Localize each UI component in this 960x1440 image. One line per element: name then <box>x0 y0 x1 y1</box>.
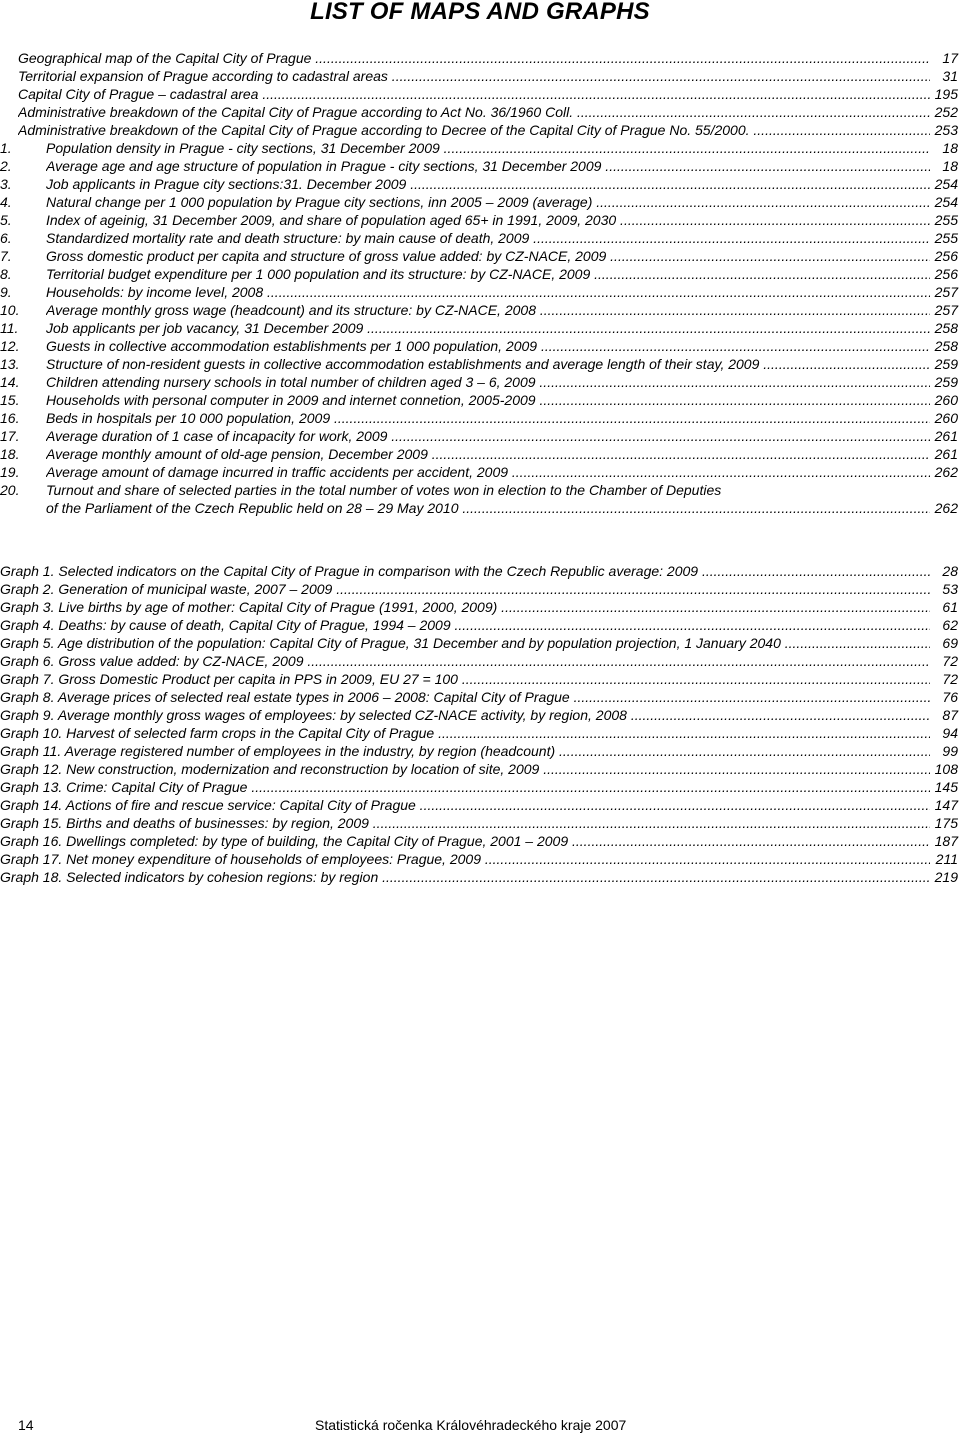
toc-map-item[interactable] <box>0 410 960 427</box>
entry-page-number: 256 <box>930 266 958 283</box>
entry-number: 19. <box>0 464 20 480</box>
entry-number: 13. <box>0 356 20 372</box>
entry-title: Graph 10. Harvest of selected farm crops in the Capital City of Prague ..... <box>0 725 930 742</box>
toc-general-map-item[interactable] <box>0 68 960 85</box>
entry-page-number: 18 <box>930 158 958 175</box>
entry-page-number: 253 <box>930 122 958 139</box>
entry-number: 17. <box>0 428 20 444</box>
entry-page-number: 259 <box>930 356 958 373</box>
entry-page-number: 259 <box>930 374 958 391</box>
toc-general-map-item[interactable] <box>0 104 960 121</box>
toc-general-map-item[interactable] <box>0 122 960 139</box>
entry-page-number: 262 <box>930 500 958 517</box>
toc-graph-item[interactable] <box>0 869 960 886</box>
entry-title: Standardized mortality rate and death structure: by main cause of death, 2009 ..... <box>46 230 930 247</box>
toc-general-map-item[interactable] <box>0 50 960 67</box>
entry-title: Graph 3. Live births by age of mother: Capital City of Prague (1991, 2000, 2009) ..... <box>0 599 930 616</box>
toc-map-item[interactable] <box>0 374 960 391</box>
toc-map-item[interactable] <box>0 392 960 409</box>
entry-title: Graph 14. Actions of fire and rescue service: Capital City of Prague ..... <box>0 797 930 814</box>
entry-number: 14. <box>0 374 20 390</box>
entry-page-number: 53 <box>930 581 958 598</box>
entry-page-number: 254 <box>930 194 958 211</box>
entry-page-number: 31 <box>930 68 958 85</box>
entry-page-number: 260 <box>930 410 958 427</box>
entry-title: Job applicants per job vacancy, 31 December 2009 ..... <box>46 320 930 337</box>
entry-title: Capital City of Prague – cadastral area ..... <box>18 86 930 103</box>
entry-page-number: 255 <box>930 230 958 247</box>
entry-title: Average amount of damage incurred in traffic accidents per accident, 2009 ..... <box>46 464 930 481</box>
entry-number: 7. <box>0 248 12 264</box>
entry-title: Guests in collective accommodation establishments per 1 000 population, 2009 ..... <box>46 338 930 355</box>
toc-map-item[interactable] <box>0 356 960 373</box>
entry-title: Graph 6. Gross value added: by CZ-NACE, 2009 ..... <box>0 653 930 670</box>
footer-publication-title: Statistická ročenka Královéhradeckého kraje 2007 <box>315 1417 627 1433</box>
toc-map-item[interactable] <box>0 248 960 265</box>
entry-title: Graph 12. New construction, modernization and reconstruction by location of site, 2009 ..... <box>0 761 930 778</box>
entry-page-number: 99 <box>930 743 958 760</box>
entry-page-number: 175 <box>930 815 958 832</box>
entry-page-number: 61 <box>930 599 958 616</box>
entry-title: Graph 7. Gross Domestic Product per capita in PPS in 2009, EU 27 = 100 ..... <box>0 671 930 688</box>
entry-number: 11. <box>0 320 19 336</box>
entry-page-number: 69 <box>930 635 958 652</box>
entry-number: 4. <box>0 194 12 210</box>
entry-title: Job applicants in Prague city sections:31. December 2009 ..... <box>46 176 930 193</box>
entry-title: Average duration of 1 case of incapacity for work, 2009 ..... <box>46 428 930 445</box>
toc-graph-item[interactable] <box>0 851 960 868</box>
entry-page-number: 195 <box>930 86 958 103</box>
entry-title: Graph 8. Average prices of selected real estate types in 2006 – 2008: Capital City of Prague ..... <box>0 689 930 706</box>
toc-graph-item[interactable] <box>0 671 960 688</box>
toc-map-item[interactable] <box>0 212 960 229</box>
entry-title: Beds in hospitals per 10 000 population, 2009 ..... <box>46 410 930 427</box>
entry-page-number: 17 <box>930 50 958 67</box>
toc-graph-item[interactable] <box>0 743 960 760</box>
entry-page-number: 262 <box>930 464 958 481</box>
entry-page-number: 62 <box>930 617 958 634</box>
entry-page-number: 187 <box>930 833 958 850</box>
entry-number: 12. <box>0 338 20 354</box>
toc-map-item[interactable] <box>0 428 960 445</box>
entry-page-number: 94 <box>930 725 958 742</box>
entry-title: Structure of non-resident guests in collective accommodation establishments and average length of their stay, 2009 ..... <box>46 356 930 373</box>
toc-map-item[interactable] <box>0 482 960 499</box>
entry-page-number: 76 <box>930 689 958 706</box>
entry-number: 6. <box>0 230 12 246</box>
entry-page-number: 261 <box>930 428 958 445</box>
toc-map-item[interactable] <box>0 194 960 211</box>
entry-title-line1: Turnout and share of selected parties in the total number of votes won in election to the Chamber of Deputies <box>46 482 722 498</box>
entry-title: Administrative breakdown of the Capital City of Prague according to Act No. 36/1960 Coll. ..... <box>18 104 930 121</box>
toc-map-item[interactable] <box>0 446 960 463</box>
entry-page-number: 258 <box>930 338 958 355</box>
entry-page-number: 87 <box>930 707 958 724</box>
entry-title: Average age and age structure of population in Prague - city sections, 31 December 2009 ..... <box>46 158 930 175</box>
entry-title: Territorial expansion of Prague according to cadastral areas ..... <box>18 68 930 85</box>
toc-graph-item[interactable] <box>0 563 960 580</box>
entry-page-number: 147 <box>930 797 958 814</box>
entry-title: Average monthly gross wage (headcount) and its structure: by CZ-NACE, 2008 ..... <box>46 302 930 319</box>
toc-map-item[interactable] <box>0 284 960 301</box>
entry-page-number: 256 <box>930 248 958 265</box>
entry-number: 16. <box>0 410 20 426</box>
entry-title: Graph 1. Selected indicators on the Capital City of Prague in comparison with the Czech Republic average: 2009 ..... <box>0 563 930 580</box>
entry-title: Graph 11. Average registered number of employees in the industry, by region (headcount) ..... <box>0 743 930 760</box>
toc-map-item[interactable] <box>0 320 960 337</box>
entry-page-number: 18 <box>930 140 958 157</box>
entry-number: 18. <box>0 446 20 462</box>
entry-page-number: 28 <box>930 563 958 580</box>
toc-graph-item[interactable] <box>0 725 960 742</box>
entry-number: 9. <box>0 284 12 300</box>
toc-graph-item[interactable] <box>0 617 960 634</box>
entry-title: Graph 4. Deaths: by cause of death, Capital City of Prague, 1994 – 2009 ..... <box>0 617 930 634</box>
toc-general-map-item[interactable] <box>0 86 960 103</box>
entry-title: Administrative breakdown of the Capital City of Prague according to Decree of the Capital City of Prague No. 55/2000. ..... <box>18 122 930 139</box>
toc-map-item[interactable] <box>0 158 960 175</box>
entry-number: 10. <box>0 302 20 318</box>
footer-page-number: 14 <box>18 1417 34 1433</box>
entry-page-number: 211 <box>930 851 958 868</box>
entry-page-number: 108 <box>930 761 958 778</box>
entry-title: Households: by income level, 2008 ..... <box>46 284 930 301</box>
entry-page-number: 72 <box>930 653 958 670</box>
toc-graph-item[interactable] <box>0 581 960 598</box>
entry-number: 8. <box>0 266 12 282</box>
entry-title: Graph 9. Average monthly gross wages of employees: by selected CZ-NACE activity, by region, 2008 ..... <box>0 707 930 724</box>
entry-page-number: 257 <box>930 302 958 319</box>
entry-number: 3. <box>0 176 12 192</box>
entry-number: 20. <box>0 482 20 498</box>
entry-title: Population density in Prague - city sections, 31 December 2009 ..... <box>46 140 930 157</box>
toc-graph-item[interactable] <box>0 779 960 796</box>
page-title: LIST OF MAPS AND GRAPHS <box>310 0 650 25</box>
entry-title: Graph 2. Generation of municipal waste, 2007 – 2009 ..... <box>0 581 930 598</box>
entry-number: 2. <box>0 158 12 174</box>
entry-title: Average monthly amount of old-age pension, December 2009 ..... <box>46 446 930 463</box>
entry-title: Households with personal computer in 2009 and internet connetion, 2005-2009 ..... <box>46 392 930 409</box>
toc-graph-item[interactable] <box>0 599 960 616</box>
entry-page-number: 261 <box>930 446 958 463</box>
toc-map-item[interactable] <box>0 338 960 355</box>
entry-title: Graph 5. Age distribution of the population: Capital City of Prague, 31 December and by population projection, 1 January 2040 ..... <box>0 635 930 652</box>
toc-graph-item[interactable] <box>0 833 960 850</box>
toc-graph-item[interactable] <box>0 797 960 814</box>
entry-page-number: 252 <box>930 104 958 121</box>
entry-title: Geographical map of the Capital City of Prague ..... <box>18 50 930 67</box>
toc-map-item[interactable] <box>0 176 960 193</box>
entry-page-number: 254 <box>930 176 958 193</box>
toc-map-item-continued[interactable] <box>0 500 960 517</box>
toc-map-item[interactable] <box>0 266 960 283</box>
entry-page-number: 258 <box>930 320 958 337</box>
toc-graph-item[interactable] <box>0 635 960 652</box>
entry-number: 15. <box>0 392 20 408</box>
toc-graph-item[interactable] <box>0 653 960 670</box>
entry-title: Territorial budget expenditure per 1 000 population and its structure: by CZ-NACE, 2009 ..... <box>46 266 930 283</box>
toc-map-item[interactable] <box>0 230 960 247</box>
entry-title: Graph 17. Net money expenditure of households of employees: Prague, 2009 ..... <box>0 851 930 868</box>
entry-page-number: 219 <box>930 869 958 886</box>
toc-graph-item[interactable] <box>0 815 960 832</box>
entry-page-number: 72 <box>930 671 958 688</box>
entry-title: Graph 13. Crime: Capital City of Prague ..... <box>0 779 930 796</box>
toc-map-item[interactable] <box>0 302 960 319</box>
entry-title: Graph 16. Dwellings completed: by type of building, the Capital City of Prague, 2001 – 2009 ..... <box>0 833 930 850</box>
entry-title: Children attending nursery schools in total number of children aged 3 – 6, 2009 ..... <box>46 374 930 391</box>
entry-title: Gross domestic product per capita and structure of gross value added: by CZ-NACE, 2009 ..... <box>46 248 930 265</box>
entry-number: 5. <box>0 212 12 228</box>
entry-page-number: 255 <box>930 212 958 229</box>
entry-number: 1. <box>0 140 12 156</box>
entry-title: Graph 18. Selected indicators by cohesion regions: by region ..... <box>0 869 930 886</box>
toc-map-item[interactable] <box>0 464 960 481</box>
toc-graph-item[interactable] <box>0 689 960 706</box>
entry-title: Natural change per 1 000 population by Prague city sections, inn 2005 – 2009 (average) ..... <box>46 194 930 211</box>
toc-graph-item[interactable] <box>0 761 960 778</box>
toc-graph-item[interactable] <box>0 707 960 724</box>
entry-page-number: 145 <box>930 779 958 796</box>
entry-title: Index of ageinig, 31 December 2009, and share of population aged 65+ in 1991, 2009, 2030 ..... <box>46 212 930 229</box>
toc-map-item[interactable] <box>0 140 960 157</box>
entry-page-number: 260 <box>930 392 958 409</box>
entry-title: Graph 15. Births and deaths of businesses: by region, 2009 ..... <box>0 815 930 832</box>
entry-page-number: 257 <box>930 284 958 301</box>
entry-title: of the Parliament of the Czech Republic held on 28 – 29 May 2010 ..... <box>46 500 930 517</box>
